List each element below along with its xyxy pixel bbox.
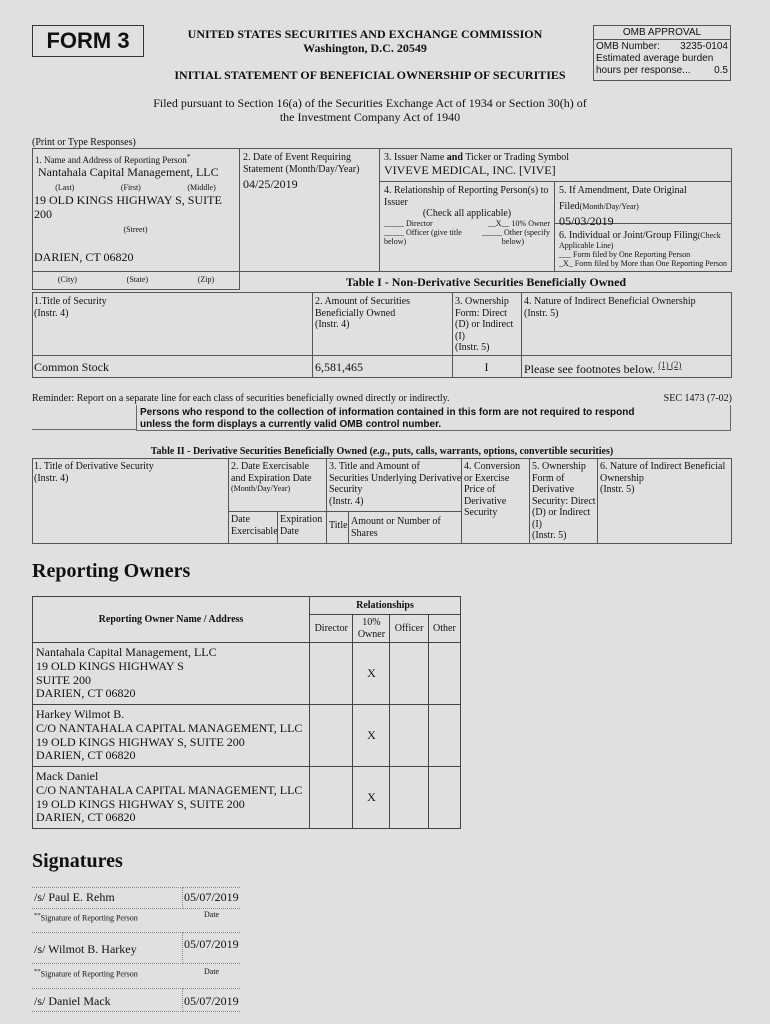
box2-label2: Statement (Month/Day/Year) — [243, 163, 360, 175]
table2-title-eg: e.g. — [372, 446, 388, 457]
signature-1-date-label: Date — [204, 910, 220, 919]
owner2-line3: 19 OLD KINGS HIGHWAY S, SUITE 200 — [36, 734, 245, 749]
table2-title-col: Title — [329, 520, 348, 531]
table2-col3-line2: Securities Underlying Derivative — [329, 472, 462, 484]
box4-check: (Check all applicable) — [422, 208, 512, 219]
signature-2-label-text: Signature of Reporting Person — [40, 969, 138, 979]
omb-hours-label: hours per response... — [596, 65, 691, 76]
table1-col3-line4: (I) — [455, 330, 465, 342]
box1-zip: (Zip) — [197, 275, 215, 284]
reporting-owners-heading: Reporting Owners — [32, 560, 191, 582]
table2-col2-line3: (Month/Day/Year) — [231, 484, 291, 493]
box1-city-state-zip — [32, 272, 240, 290]
table2-title — [32, 446, 732, 457]
box4-ten-pct: __X__ 10% Owner — [487, 219, 550, 228]
box6-opt1: ___ Form filed by One Reporting Person — [559, 250, 691, 259]
box5-filed: Filed — [559, 201, 580, 212]
box3-label-post: Ticker or Trading Symbol — [462, 152, 570, 163]
box4-director: _____ Director — [384, 219, 433, 228]
table2-col6-header — [600, 461, 725, 496]
col-other: Other — [428, 615, 460, 643]
table2-date-ex-line2: Exercisable — [231, 525, 278, 537]
owner3-ten-pct: X — [353, 767, 390, 829]
box5-value: 05/03/2019 — [559, 214, 614, 228]
table2-title-pre: Table II - Derivative Securities Beneficially Owned ( — [150, 446, 373, 457]
box2-label1: 2. Date of Event Requiring — [243, 152, 352, 163]
table2-col5-line2: Form of — [532, 472, 565, 484]
signature-3-name: /s/ Daniel Mack — [34, 994, 111, 1008]
table2-col1-header — [34, 461, 154, 484]
table1-col2-line3: (Instr. 4) — [315, 319, 350, 330]
box1-street-label: (Street) — [123, 224, 148, 234]
table2-col6-line3: (Instr. 5) — [600, 484, 635, 495]
table1-row-amount: 6,581,465 — [315, 360, 363, 374]
owner1-line1: Nantahala Capital Management, LLC — [36, 644, 217, 659]
box4-label2: Issuer — [384, 196, 408, 208]
omb-title: OMB APPROVAL — [594, 26, 730, 40]
table1-nature-text: Please see footnotes below. — [524, 362, 656, 376]
table1-col2-header — [315, 296, 410, 331]
table2-col4-line1: 4. Conversion — [464, 461, 521, 472]
relationships-header: Relationships — [310, 597, 461, 615]
owner3-line3: 19 OLD KINGS HIGHWAY S, SUITE 200 — [36, 796, 245, 811]
owner-row — [33, 705, 461, 767]
signature-2-mark: ** — [34, 968, 41, 975]
table2-expiration — [280, 514, 322, 537]
col-officer: Officer — [390, 615, 428, 643]
signature-3-date: 05/07/2019 — [184, 994, 239, 1008]
table1-col1-line1: 1.Title of Security — [34, 296, 107, 307]
signatures-heading: Signatures — [32, 850, 123, 872]
table1-col2-line2: Beneficially Owned — [315, 307, 396, 319]
table1-title: Table I - Non-Derivative Securities Beneficially Owned — [345, 275, 627, 289]
signature-2-date-label: Date — [204, 967, 220, 976]
signature-2-name: /s/ Wilmot B. Harkey — [34, 942, 137, 956]
box1-street-line1: 19 OLD KINGS HIGHWAY S, SUITE — [34, 193, 222, 207]
owner1-ten-pct: X — [353, 643, 390, 705]
table2-col5-line7: (Instr. 5) — [532, 530, 567, 541]
table1-col4-line2: (Instr. 5) — [524, 307, 559, 319]
owner2-line1: Harkey Wilmot B. — [36, 706, 125, 721]
signature-1-mark: ** — [34, 912, 41, 919]
agency-location: Washington, D.C. 20549 — [303, 41, 427, 55]
omb-hours: 0.5 — [714, 65, 728, 76]
box5-filed-fmt: (Month/Day/Year) — [579, 202, 639, 211]
table2-col5-line5: (D) or Indirect — [532, 507, 591, 518]
signature-1-date: 05/07/2019 — [184, 890, 239, 904]
table2-title-post: , puts, calls, warrants, options, convertible securities) — [387, 446, 614, 457]
box5-amendment — [555, 182, 732, 228]
table2-col5-line6: (I) — [532, 518, 542, 530]
box6-check: (Check — [697, 231, 721, 240]
table1-col1-line2: (Instr. 4) — [34, 307, 69, 319]
owner-row — [33, 643, 461, 705]
box6-filing-type — [555, 224, 732, 272]
form-label: FORM 3 — [46, 28, 130, 53]
box3-label-pre: 3. Issuer Name — [384, 152, 447, 163]
owner1-line3: SUITE 200 — [36, 672, 91, 687]
owner3-line4: DARIEN, CT 06820 — [36, 810, 136, 825]
signature-1-name: /s/ Paul E. Rehm — [34, 890, 115, 904]
footnote-2-link[interactable]: (2) — [670, 360, 682, 370]
box4-relationship — [380, 182, 555, 272]
box6-label: 6. Individual or Joint/Group Filing — [559, 230, 698, 241]
owner1-line2: 19 OLD KINGS HIGHWAY S — [36, 658, 184, 673]
table1-col4-line1: 4. Nature of Indirect Beneficial Ownership — [524, 296, 696, 307]
owner-col-name: Reporting Owner Name / Address — [33, 597, 310, 643]
footnote-1-link[interactable]: (1) — [658, 360, 669, 370]
table2-amount-line2: Shares — [351, 527, 378, 539]
box6-opt2: _X_ Form filed by More than One Reporting Person — [559, 259, 727, 268]
box1-reporting-person — [32, 148, 240, 272]
table2-col5-line3: Derivative — [532, 484, 575, 495]
sec-code: SEC 1473 (7-02) — [663, 393, 732, 404]
filed-pursuant-line2: the Investment Company Act of 1940 — [279, 110, 461, 124]
box5-label: 5. If Amendment, Date Original — [559, 185, 687, 196]
box1-star: * — [186, 152, 191, 161]
box6-applicable: Applicable Line) — [559, 241, 614, 250]
box1-name: Nantahala Capital Management, LLC — [38, 165, 219, 179]
box1-middle: (Middle) — [187, 183, 216, 192]
table2-col1-line1: 1. Title of Derivative Security — [34, 461, 154, 472]
box3-issuer — [380, 148, 732, 182]
box1-last: (Last) — [55, 183, 75, 192]
persons-notice-line1: Persons who respond to the collection of information contained in this form are not required to respond — [140, 407, 635, 418]
signature-1-label — [34, 912, 138, 923]
table2-col4-line2: or Exercise — [464, 472, 510, 484]
table2-col2-header — [231, 461, 312, 493]
box4-officer: _____ Officer (give title — [384, 228, 462, 237]
table1-col1-header — [34, 296, 107, 319]
table1-col3-line2: Form: Direct — [455, 307, 507, 319]
table2-col5-line4: Security: Direct — [532, 495, 596, 507]
table2-col3-line1: 3. Title and Amount of — [329, 461, 420, 472]
table2-date-exercisable — [231, 514, 278, 537]
box1-first: (First) — [120, 183, 141, 192]
box3-label-and: and — [446, 152, 463, 163]
box4-label1: 4. Relationship of Reporting Person(s) to — [384, 185, 549, 196]
table1-col3-header — [455, 296, 513, 354]
reminder-text: Reminder: Report on a separate line for each class of securities beneficially owned directly or indirectly. — [32, 393, 450, 404]
persons-notice-box — [32, 405, 732, 431]
table2-col4-line3: Price of — [464, 484, 496, 495]
col-ten-pct-line1: 10% — [362, 617, 381, 628]
owner2-line2: C/O NANTAHALA CAPITAL MANAGEMENT, LLC — [36, 720, 303, 735]
box4-other2: below) — [501, 237, 524, 246]
table2-date-ex-line1: Date — [231, 514, 250, 525]
table2-col6-line2: Ownership — [600, 472, 644, 484]
box1-label: 1. Name and Address of Reporting Person — [35, 155, 187, 165]
table2-col2-line2: and Expiration Date — [231, 472, 312, 484]
col-ten-pct — [353, 615, 390, 643]
box4-officer2: below) — [384, 237, 407, 246]
box1-state: (State) — [126, 275, 148, 284]
signature-2-label — [34, 968, 138, 979]
table1-col3-line1: 3. Ownership — [455, 296, 509, 307]
owner-row — [33, 767, 461, 829]
table2-amount — [351, 516, 441, 539]
box2-event-date — [240, 148, 380, 272]
box3-value: VIVEVE MEDICAL, INC. [VIVE] — [384, 163, 556, 177]
col-ten-pct-line2: Owner — [357, 628, 386, 640]
owner1-line4: DARIEN, CT 06820 — [36, 686, 136, 701]
table2-amount-line1: Amount or Number of — [351, 516, 441, 527]
table2-col4-header — [464, 461, 520, 519]
table2-col3-line4: (Instr. 4) — [329, 495, 364, 507]
table2-col6-line1: 6. Nature of Indirect Beneficial — [600, 461, 726, 472]
omb-number-label: OMB Number: — [596, 41, 660, 52]
table2-col3-line3: Security — [329, 484, 363, 495]
reporting-owners-table — [32, 596, 461, 829]
col-director: Director — [310, 615, 353, 643]
omb-approval-box — [593, 25, 731, 81]
signature-2-date: 05/07/2019 — [184, 937, 239, 951]
signature-1-label-text: Signature of Reporting Person — [40, 913, 138, 923]
owner3-line1: Mack Daniel — [36, 768, 99, 783]
owner3-line2: C/O NANTAHALA CAPITAL MANAGEMENT, LLC — [36, 782, 303, 797]
filed-pursuant-line1: Filed pursuant to Section 16(a) of the Securities Exchange Act of 1934 or Section 30(h) of — [153, 96, 587, 110]
table1-row-form: I — [484, 360, 489, 374]
table2-col4-line5: Security — [464, 507, 498, 518]
table2-col3-header — [329, 461, 461, 507]
omb-burden-label: Estimated average burden — [596, 53, 714, 64]
statement-title: INITIAL STATEMENT OF BENEFICIAL OWNERSHIP OF SECURITIES — [174, 68, 566, 82]
agency-name: UNITED STATES SECURITIES AND EXCHANGE COMMISSION — [187, 27, 543, 41]
table2-col4-line4: Derivative — [464, 495, 507, 507]
table1-col4-header — [524, 296, 696, 319]
table2-expiration-line2: Date — [280, 525, 299, 537]
box1-city-line: DARIEN, CT 06820 — [34, 249, 134, 264]
box4-other: _____ Other (specify — [482, 228, 550, 237]
persons-notice-line2: unless the form displays a currently valid OMB control number. — [140, 418, 442, 430]
table1-col3-line5: (Instr. 5) — [455, 342, 490, 353]
table1-row-nature — [524, 360, 681, 377]
print-note: (Print or Type Responses) — [32, 137, 136, 148]
table2-expiration-line1: Expiration — [280, 514, 323, 525]
box1-city: (City) — [57, 275, 77, 284]
omb-number: 3235-0104 — [680, 41, 728, 52]
owner2-line4: DARIEN, CT 06820 — [36, 748, 136, 763]
table2-col1-line2: (Instr. 4) — [34, 472, 69, 484]
form-label-box — [32, 25, 144, 57]
table2-col2-line1: 2. Date Exercisable — [231, 461, 310, 472]
table1-col3-line3: (D) or Indirect — [455, 319, 514, 330]
table2-col5-header — [532, 461, 596, 542]
table1-col2-line1: 2. Amount of Securities — [315, 296, 410, 307]
box2-value: 04/25/2019 — [243, 177, 298, 191]
table2-col5-line1: 5. Ownership — [532, 461, 586, 472]
owner2-ten-pct: X — [353, 705, 390, 767]
table1-row-title: Common Stock — [34, 360, 110, 374]
box1-street-line2: 200 — [34, 206, 52, 221]
